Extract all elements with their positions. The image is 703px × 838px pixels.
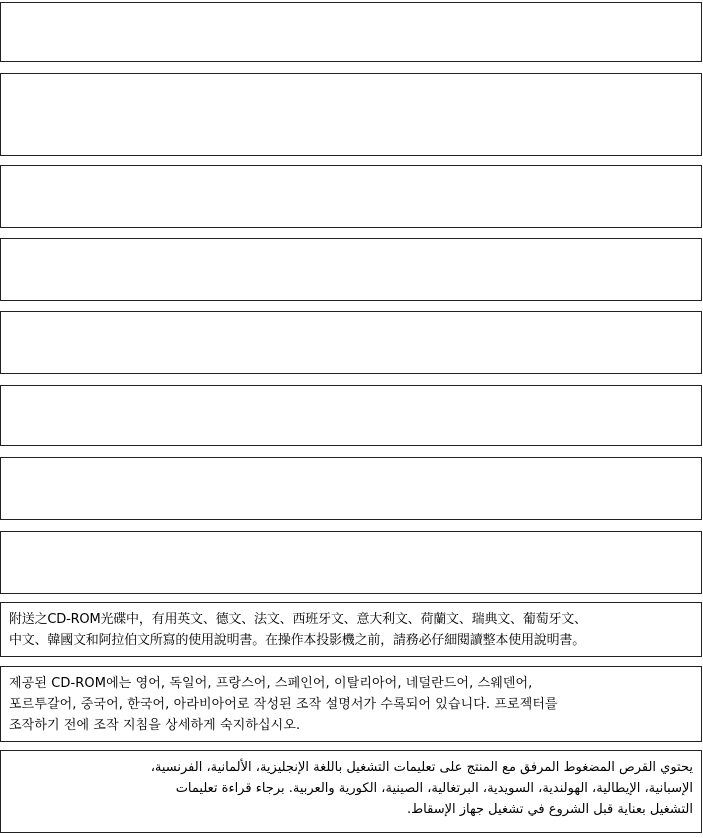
notice-korean — [0, 666, 702, 742]
blank-notice-box-4 — [0, 238, 702, 301]
blank-notice-box-3 — [0, 165, 702, 228]
blank-notice-box-8 — [0, 531, 702, 594]
notice-arabic-line-3: التشغيل بعناية قبل الشروع في تشغيل جهاز الإسقاط. — [407, 802, 693, 817]
notice-chinese — [0, 602, 702, 657]
notice-arabic-line-1: يحتوي القرص المضغوط المرفق مع المنتج على تعليمات التشغيل باللغة الإنجليزية، الألمانية، الفرنسية، — [150, 760, 693, 775]
blank-notice-box-5 — [0, 311, 702, 374]
blank-notice-box-7 — [0, 457, 702, 520]
notice-arabic — [0, 750, 702, 833]
notice-arabic-line-2: الإسبانية، الإيطالية، الهولندية، السويدية، البرتغالية، الصينية، الكورية والعربية. برجاء قراءة تعليمات — [175, 781, 693, 796]
blank-notice-box-2 — [0, 73, 702, 156]
notice-korean-line-2: 포르투갈어, 중국어, 한국어, 아라비아어로 작성된 조작 설명서가 수록되어 있습니다. 프로젝터를 — [9, 697, 558, 712]
blank-notice-box-1 — [0, 2, 702, 62]
notice-chinese-line-2: 中文、韓國文和阿拉伯文所寫的使用說明書。在操作本投影機之前，請務必仔細閱讀整本使用說明書。 — [9, 633, 586, 648]
blank-notice-box-6 — [0, 385, 702, 446]
notice-korean-line-1: 제공된 CD-ROM에는 영어, 독일어, 프랑스어, 스페인어, 이탈리아어, 네덜란드어, 스웨덴어, — [9, 676, 533, 691]
notice-korean-line-3: 조작하기 전에 조작 지침을 상세하게 숙지하십시오. — [9, 718, 301, 733]
notice-chinese-line-1: 附送之CD-ROM光碟中，有用英文、德文、法文、西班牙文、意大利文、荷蘭文、瑞典文、葡萄牙文、 — [9, 612, 587, 627]
